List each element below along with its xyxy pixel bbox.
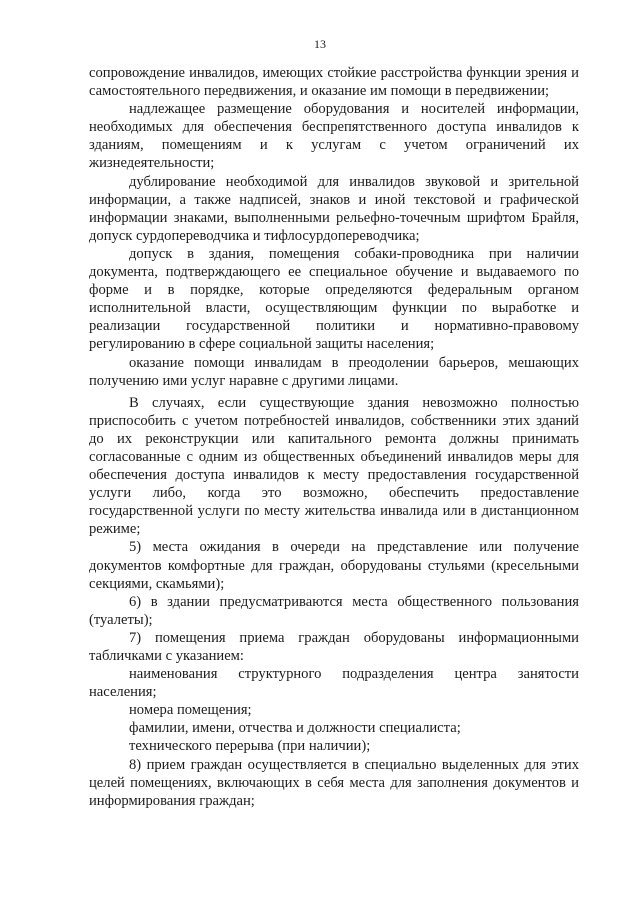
paragraph: 8) прием граждан осуществляется в специально выделенных для этих целей помещениях, включающих в себя места для заполнения документов и информирования граждан; — [89, 756, 579, 809]
document-body — [89, 64, 579, 810]
paragraph: 5) места ожидания в очереди на представление или получение документов комфортные для граждан, оборудованы стульями (кресельными секциями, скамьями); — [89, 539, 579, 592]
paragraph: надлежащее размещение оборудования и носителей информации, необходимых для обеспечения беспрепятственного доступа инвалидов к зданиям, помещениям и к услугам с учетом ограничений их жизнедеятельности; — [89, 101, 579, 172]
paragraph: допуск в здания, помещения собаки-проводника при наличии документа, подтверждающего ее специальное обучение и выдаваемого по форме и в порядке, которые определяются федеральным органом исполнительной власти, осуществляющим функции по выработке и реализации государственной политики и нормативно-правовому регулированию в сфере социальной защиты населения; — [89, 245, 579, 353]
paragraph: оказание помощи инвалидам в преодолении барьеров, мешающих получению ими услуг наравне с другими лицами. — [89, 354, 579, 389]
paragraph: номера помещения; — [129, 702, 252, 719]
paragraph: 6) в здании предусматриваются места общественного пользования (туалеты); — [89, 593, 579, 628]
page-number: 13 — [314, 37, 326, 51]
paragraph: 7) помещения приема граждан оборудованы информационными табличками с указанием: — [89, 629, 579, 664]
paragraph: наименования структурного подразделения центра занятости населения; — [89, 666, 579, 701]
paragraph: дублирование необходимой для инвалидов звуковой и зрительной информации, а также надписей, знаков и иной текстовой и графической информации знаками, выполненными рельефно-точечным шрифтом Брайля, допуск сурдопереводчика и тифлосурдопереводчика; — [89, 173, 579, 244]
paragraph: сопровождение инвалидов, имеющих стойкие расстройства функции зрения и самостоятельного передвижения, и оказание им помощи в передвижении; — [89, 65, 579, 100]
paragraph: технического перерыва (при наличии); — [129, 738, 371, 755]
paragraph: фамилии, имени, отчества и должности специалиста; — [129, 720, 461, 737]
paragraph: В случаях, если существующие здания невозможно полностью приспособить с учетом потребностей инвалидов, собственники этих зданий до их реконструкции или капитального ремонта должны принимать согласованные с одним из общественных объединений инвалидов меры для обеспечения доступа инвалидов к месту предоставления государственной услуги либо, когда это возможно, обеспечить предоставление государственной услуги по месту жительства инвалида или в дистанционном режиме; — [89, 394, 579, 538]
